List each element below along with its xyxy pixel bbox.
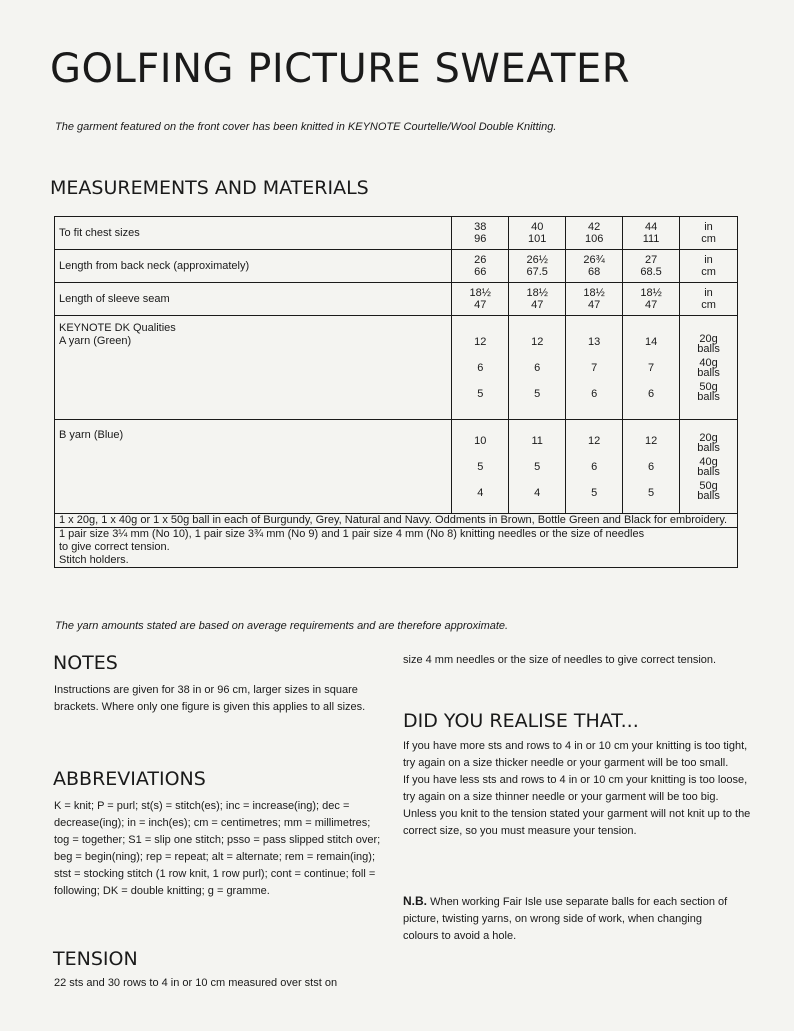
cell-value: 5: [591, 486, 598, 499]
cell-value: 42: [588, 221, 601, 233]
yarn-qualities-label: KEYNOTE DK Qualities: [59, 322, 176, 334]
table-row: [55, 250, 738, 283]
cell-value: 4: [477, 486, 484, 499]
cell-value: 47: [588, 299, 601, 311]
nb-note: [403, 893, 733, 945]
cell-value: 101: [528, 233, 547, 245]
tension-text-continued: size 4 mm needles or the size of needles to give correct tension.: [403, 654, 717, 666]
cell-value: 6: [477, 361, 484, 374]
cell-value: 106: [584, 233, 604, 245]
unit: balls: [697, 489, 720, 502]
unit: balls: [697, 390, 720, 403]
unit: 40g: [699, 356, 718, 369]
cell-value: 38: [474, 221, 487, 233]
table-row: [55, 283, 738, 316]
yarn-a-label: A yarn (Green): [59, 335, 132, 347]
unit: balls: [697, 441, 720, 454]
cell-value: 18½: [583, 287, 605, 299]
cell-value: 5: [534, 387, 541, 400]
cell-value: 6: [591, 387, 598, 400]
realise-loose: If you have less sts and rows to 4 in or 10 cm your knitting is too loose, try again on a size thinner needle or your garment will be too big.: [403, 774, 748, 803]
yarn-amount-note: The yarn amounts stated are based on average requirements and are therefore approximate.: [55, 620, 509, 632]
cell-value: 12: [474, 335, 487, 348]
table-row: [55, 217, 738, 250]
page-title: GOLFING PICTURE SWEATER: [50, 46, 631, 92]
unit: cm: [701, 266, 716, 278]
nb-text: When working Fair Isle use separate balls for each section of picture, twisting yarns, on wrong side of work, when changing colours to avoid a hole.: [403, 896, 728, 942]
realise-tight: If you have more sts and rows to 4 in or 10 cm your knitting is too tight, try again on a size thicker needle or your garment will be too small.: [403, 740, 748, 769]
unit: in: [704, 221, 713, 233]
tension-text: 22 sts and 30 rows to 4 in or 10 cm measured over stst on: [54, 977, 338, 989]
cell-value: 14: [644, 335, 658, 348]
unit: cm: [701, 233, 716, 245]
measurements-heading: MEASUREMENTS AND MATERIALS: [50, 177, 369, 199]
cell-value: 26¾: [583, 254, 605, 266]
table-row-needles: [55, 528, 738, 568]
unit: 50g: [699, 380, 718, 393]
needles-text-2: to give correct tension.: [59, 541, 170, 553]
nb-label: N.B.: [403, 894, 427, 908]
unit: 20g: [699, 431, 718, 444]
unit: balls: [697, 342, 720, 355]
cell-value: 18½: [526, 287, 548, 299]
tension-heading: TENSION: [53, 948, 138, 970]
unit: 20g: [699, 332, 718, 345]
row-label: To fit chest sizes: [55, 217, 452, 250]
cell-value: 40: [531, 221, 544, 233]
cell-value: 6: [534, 361, 541, 374]
measurements-table: [54, 216, 738, 568]
notes-heading: NOTES: [53, 652, 118, 674]
stitch-holders-text: Stitch holders.: [59, 554, 129, 566]
cell-value: 27: [644, 254, 658, 266]
cell-value: 12: [588, 434, 601, 447]
cell-value: 7: [591, 361, 598, 374]
cell-value: 13: [588, 335, 601, 348]
unit: balls: [697, 465, 720, 478]
notes-text: Instructions are given for 38 in or 96 cm, larger sizes in square brackets. Where only one figure is given this applies to all sizes.: [54, 684, 366, 713]
unit: 40g: [699, 455, 718, 468]
cell-value: 5: [477, 460, 484, 473]
cell-value: 96: [474, 233, 487, 245]
subtitle: The garment featured on the front cover has been knitted in KEYNOTE Courtelle/Wool Double Knitting.: [55, 121, 557, 133]
cell-value: 6: [648, 460, 655, 473]
cell-value: 44: [644, 221, 658, 233]
cell-value: 7: [648, 361, 655, 374]
cell-value: 6: [591, 460, 598, 473]
unit: balls: [697, 366, 720, 379]
cell-value: 26: [474, 254, 487, 266]
cell-value: 12: [644, 434, 658, 447]
unit: in: [704, 287, 713, 299]
cell-value: 66: [474, 266, 487, 278]
cell-value: 18½: [469, 287, 491, 299]
abbreviations-text: K = knit; P = purl; st(s) = stitch(es); inc = increase(ing); dec = decrease(ing); in = inch(es); cm = centimetres; mm = millimetres; tog = together; S1 = slip one stitch; psso = pass slipped stitch over; beg = begin(ning); rep = repeat; alt = alternate; rem = remain(ing); stst = stocking stitch (1 row knit, 1 row purl); cont = continue; foll = following; DK = double knitting; g = gramme.: [54, 800, 381, 897]
cell-value: 11: [531, 434, 543, 447]
cell-value: 18½: [640, 287, 662, 299]
embroidery-text: 1 x 20g, 1 x 40g or 1 x 50g ball in each of Burgundy, Grey, Natural and Navy. Oddments in Brown, Bottle Green and Black for embroidery.: [55, 514, 738, 528]
cell-value: 67.5: [526, 266, 548, 278]
cell-value: 68.5: [640, 266, 662, 278]
table-row-yarn-a: [55, 316, 738, 420]
yarn-b-label: B yarn (Blue): [55, 420, 452, 514]
cell-value: 10: [474, 434, 487, 447]
cell-value: 47: [531, 299, 544, 311]
table-row-yarn-b: [55, 420, 738, 514]
cell-value: 4: [534, 486, 541, 499]
cell-value: 5: [534, 460, 541, 473]
cell-value: 111: [642, 233, 660, 245]
row-label: Length from back neck (approximately): [55, 250, 452, 283]
cell-value: 26½: [526, 254, 548, 266]
cell-value: 12: [531, 335, 544, 348]
row-label: Length of sleeve seam: [55, 283, 452, 316]
realise-heading: DID YOU REALISE THAT...: [403, 710, 639, 732]
cell-value: 5: [648, 486, 655, 499]
needles-text: 1 pair size 3¼ mm (No 10), 1 pair size 3¾ mm (No 9) and 1 pair size 4 mm (No 8) knitting needles or the size of needles: [59, 528, 645, 540]
realise-text: [403, 738, 753, 840]
unit: cm: [701, 299, 716, 311]
table-row-embroidery: [55, 514, 738, 528]
cell-value: 6: [648, 387, 655, 400]
cell-value: 68: [588, 266, 601, 278]
cell-value: 47: [474, 299, 487, 311]
realise-measure: Unless you knit to the tension stated your garment will not knit up to the correct size, so you must measure your tension.: [403, 808, 751, 837]
abbreviations-heading: ABBREVIATIONS: [53, 768, 206, 790]
unit: in: [704, 254, 713, 266]
cell-value: 47: [644, 299, 658, 311]
unit: 50g: [699, 479, 718, 492]
cell-value: 5: [477, 387, 484, 400]
